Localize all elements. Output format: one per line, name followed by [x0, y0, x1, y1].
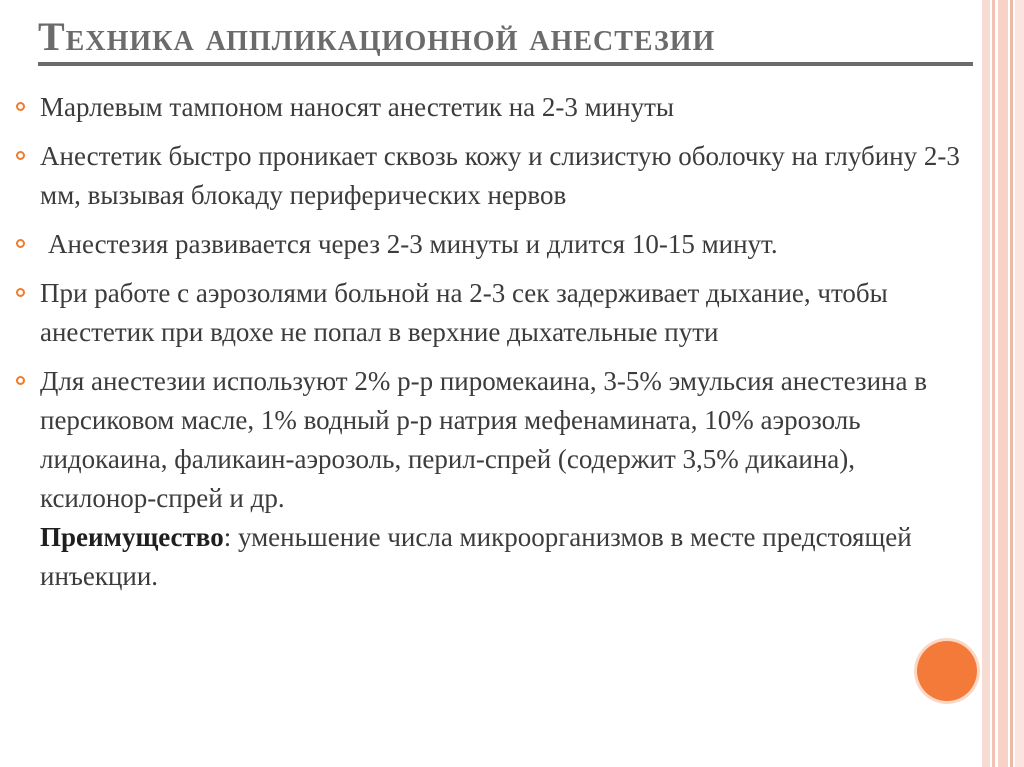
- stripe: [1010, 0, 1013, 767]
- bullet-text: При работе с аэрозолями больной на 2-3 сек задерживает дыхание, чтобы анестетик при вдохе не попал в верхние дыхательные пути: [40, 278, 888, 347]
- bullet-icon: [16, 151, 25, 160]
- list-item: [16, 362, 976, 596]
- bullet-text: Анестезия развивается через 2-3 минуты и длится 10-15 минут.: [48, 229, 778, 259]
- stripe: [982, 0, 990, 767]
- list-item: [16, 137, 976, 215]
- stripe: [998, 0, 1008, 767]
- bullet-list: [16, 88, 976, 606]
- bullet-text: Для анестезии используют 2% р-р пиромекаина, 3-5% эмульсия анестезина в персиковом масле, 1% водный р-р натрия мефенамината, 10% аэрозоль лидокаина, фаликаин-аэрозоль, перил-спрей (содержит 3,5% дикаина), ксилонор-спрей и др.: [40, 366, 927, 513]
- bullet-icon: [16, 239, 25, 248]
- stripe: [992, 0, 995, 767]
- orange-circle-decoration: [917, 641, 977, 701]
- list-item: [16, 88, 976, 127]
- bullet-icon: [16, 102, 25, 111]
- stripe: [1015, 0, 1024, 767]
- list-item: [16, 274, 976, 352]
- bullet-text: Анестетик быстро проникает сквозь кожу и слизистую оболочку на глубину 2-3 мм, вызывая блокаду периферических нервов: [40, 141, 960, 210]
- slide-title: Техника аппликационной анестезии: [38, 14, 716, 59]
- bullet-text: Марлевым тампоном наносят анестетик на 2-3 минуты: [40, 92, 675, 122]
- title-underline: [38, 62, 973, 66]
- bullet-icon: [16, 376, 25, 385]
- advantage-label: Преимущество: [40, 522, 224, 552]
- decorative-stripes: [982, 0, 1024, 767]
- advantage-text: : уменьшение числа микроорганизмов в месте предстоящей инъекции.: [40, 522, 912, 591]
- bullet-icon: [16, 288, 25, 297]
- list-item: [16, 225, 976, 264]
